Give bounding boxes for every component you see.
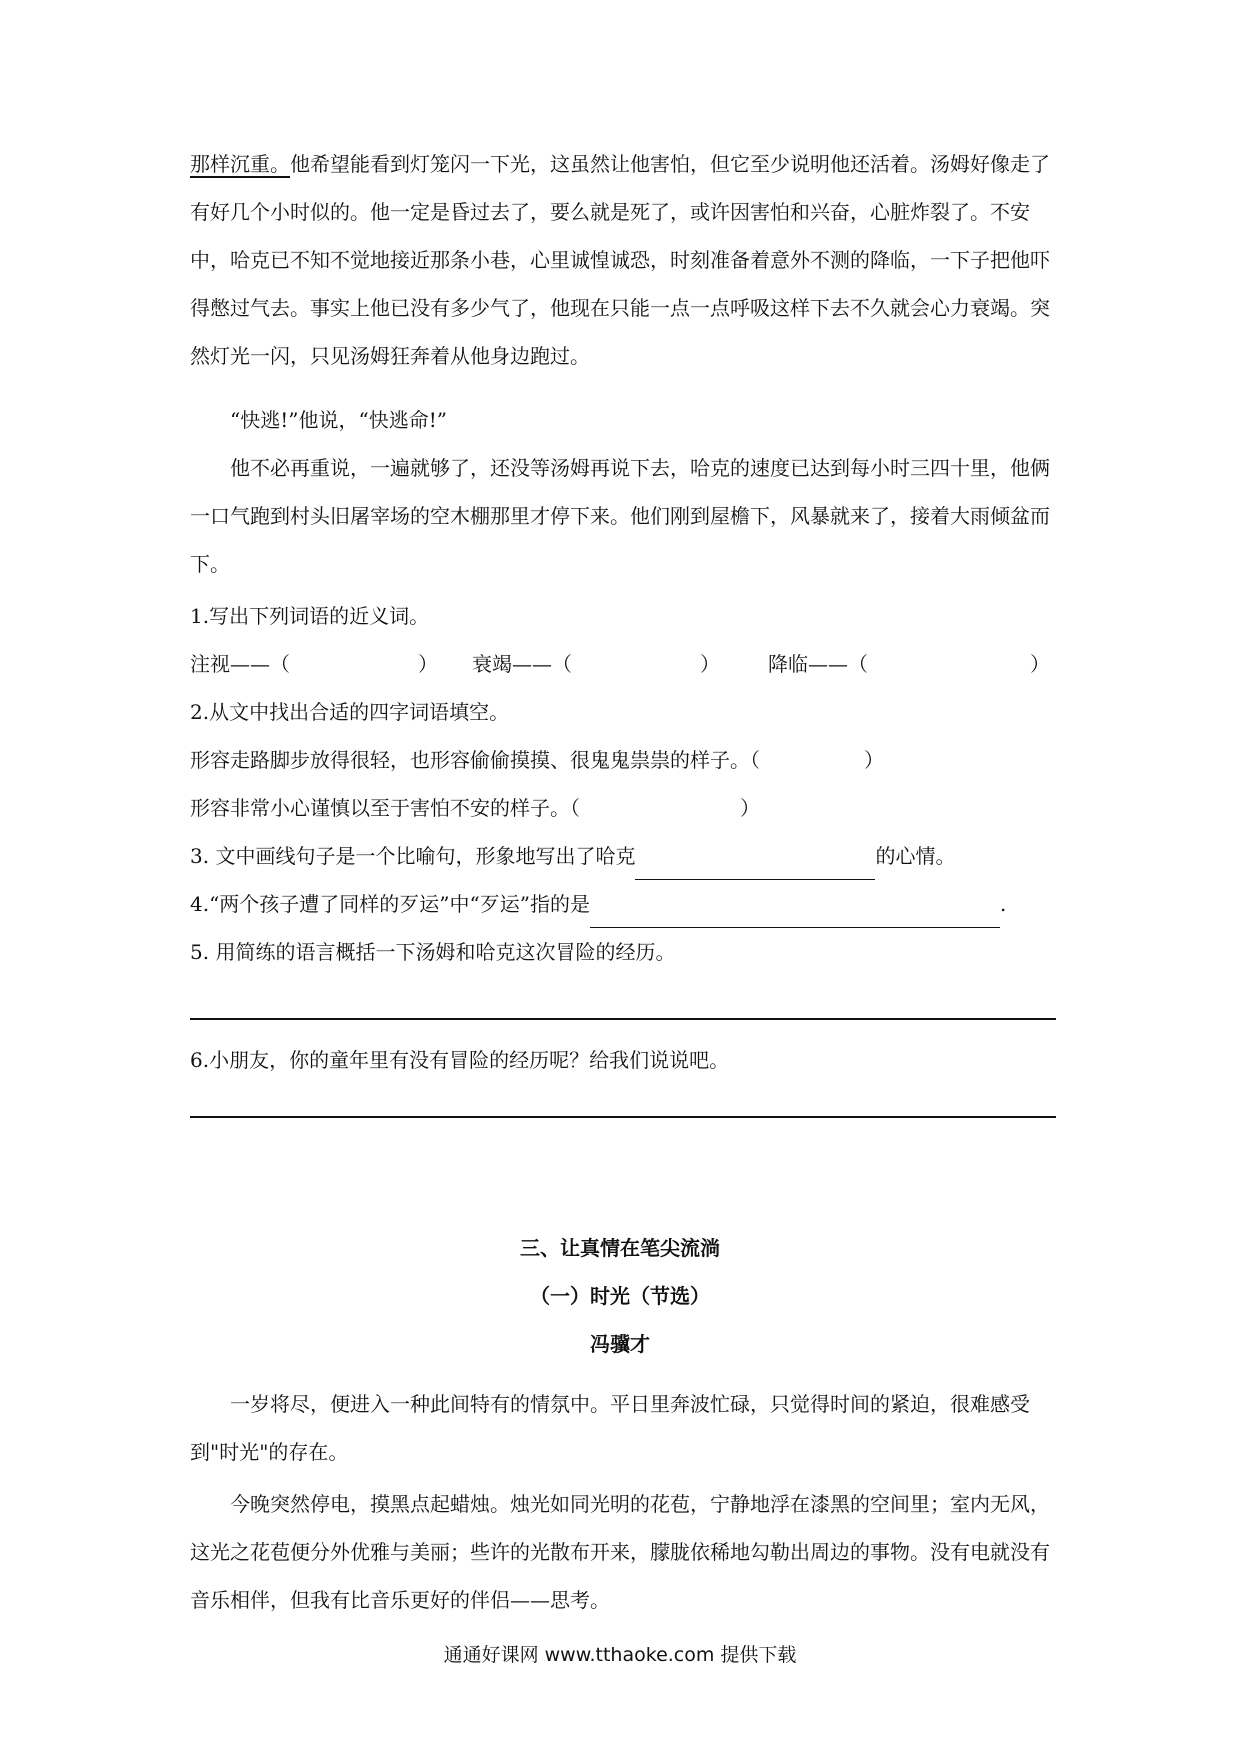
- passage-paragraph-3: 他不必再重说，一遍就够了，还没等汤姆再说下去，哈克的速度已达到每小时三四十里，他俩一口气跑到村头旧屠宰场的空木棚那里才停下来。他们刚到屋檐下，风暴就来了，接着大雨倾盆而下。: [190, 456, 1050, 576]
- question-1: 1.写出下列词语的近义词。: [190, 604, 430, 628]
- q1-item-1-close: ）: [418, 652, 438, 676]
- page-footer: 通通好课网 www.tthaoke.com 提供下载: [443, 1644, 797, 1666]
- question-3-text: 3. 文中画线句子是一个比喻句，形象地写出了哈克: [190, 844, 636, 868]
- question-6: 6.小朋友，你的童年里有没有冒险的经历呢？给我们说说吧。: [190, 1048, 730, 1072]
- passage-paragraph-1: [190, 140, 1060, 380]
- question-3-end: 的心情。: [875, 844, 956, 868]
- question-3: [190, 832, 1060, 880]
- section-author: 冯骥才: [590, 1332, 650, 1356]
- section-subheading: （一）时光（节选）: [530, 1284, 710, 1308]
- question-6-answer-line[interactable]: [190, 1116, 1056, 1118]
- section-paragraph-2: 今晚突然停电，摸黑点起蜡烛。烛光如同光明的花苞，宁静地浮在漆黑的空间里；室内无风，这光之花苞便分外优雅与美丽；些许的光散布开来，朦胧依稀地勾勒出周边的事物。没有电就没有音乐相伴，但我有比音乐更好的伴侣——思考。: [190, 1492, 1050, 1612]
- question-2: 2.从文中找出合适的四字词语填空。: [190, 700, 510, 724]
- question-5-answer-line[interactable]: [190, 1018, 1056, 1020]
- q1-item-2-label: 衰竭——（: [472, 652, 572, 676]
- question-4: [190, 880, 1060, 928]
- question-2a: [190, 736, 1060, 784]
- q1-item-3-close: ）: [1030, 652, 1050, 676]
- question-2b-close: ）: [740, 796, 760, 820]
- question-3-answer-blank[interactable]: [635, 857, 875, 880]
- question-4-answer-blank[interactable]: [590, 905, 1000, 928]
- q1-item-2-close: ）: [700, 652, 720, 676]
- question-2b: [190, 784, 1060, 832]
- underlined-simile-sentence: 那样沉重。: [190, 152, 290, 176]
- question-2b-text: 形容非常小心谨慎以至于害怕不安的样子。（: [190, 796, 580, 820]
- question-5: 5. 用简练的语言概括一下汤姆和哈克这次冒险的经历。: [190, 940, 676, 964]
- question-2a-close: ）: [864, 748, 884, 772]
- question-2a-text: 形容走路脚步放得很轻，也形容偷偷摸摸、很鬼鬼祟祟的样子。（: [190, 748, 760, 772]
- question-1-items: [190, 640, 1060, 688]
- q1-item-3-label: 降临——（: [768, 652, 868, 676]
- question-4-text: 4.“两个孩子遭了同样的歹运”中“歹运”指的是: [190, 892, 590, 916]
- q1-item-1-label: 注视——（: [190, 652, 290, 676]
- passage-paragraph-2: “快逃!”他说，“快逃命!”: [230, 408, 447, 432]
- passage-paragraph-1-text: 他希望能看到灯笼闪一下光，这虽然让他害怕，但它至少说明他还活着。汤姆好像走了有好几个小时似的。他一定是昏过去了，要么就是死了，或许因害怕和兴奋，心脏炸裂了。不安中，哈克已不知不觉地接近那条小巷，心里诚惶诚恐，时刻准备着意外不测的降临，一下子把他吓得憋过气去。事实上他已没有多少气了，他现在只能一点一点呼吸这样下去不久就会心力衰竭。突然灯光一闪，只见汤姆狂奔着从他身边跑过。: [190, 152, 1050, 368]
- section-paragraph-1: 一岁将尽，便进入一种此间特有的情氛中。平日里奔波忙碌，只觉得时间的紧迫，很难感受到"时光"的存在。: [190, 1392, 1030, 1464]
- section-heading: 三、让真情在笔尖流淌: [520, 1236, 720, 1260]
- question-4-end: .: [999, 892, 1007, 916]
